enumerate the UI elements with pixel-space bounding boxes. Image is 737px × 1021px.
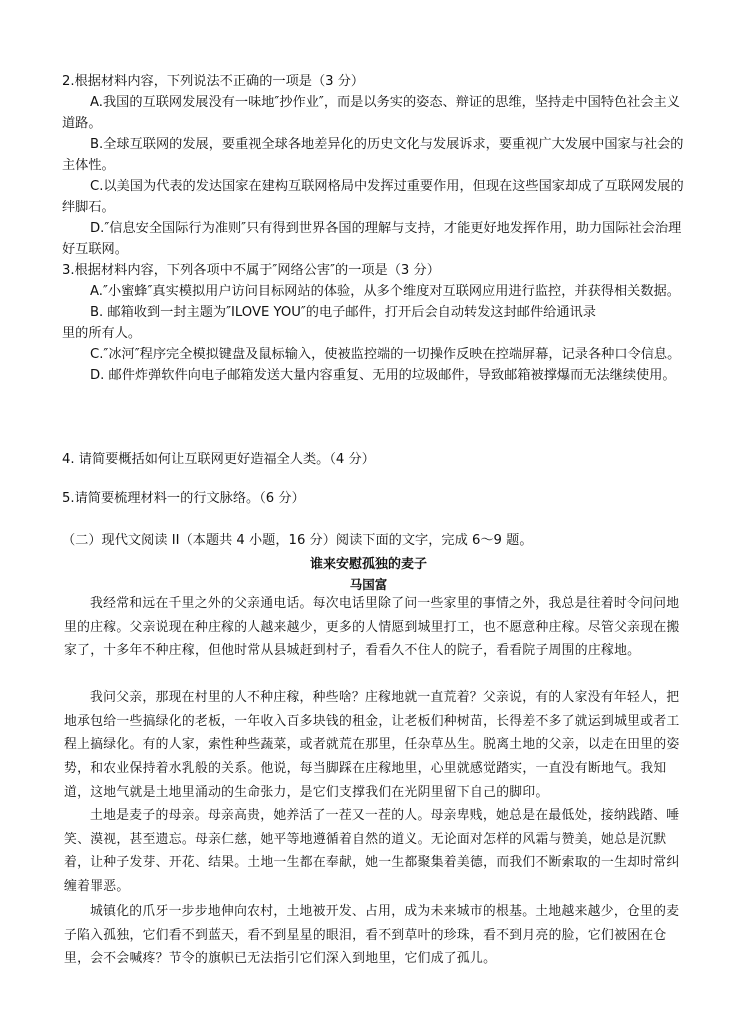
question-2-option-b: B.全球互联网的发展，要重视全球各地差异化的历史文化与发展诉求，要重视广大发展中国家与社会的主体性。 xyxy=(62,137,684,173)
question-2-stem: 2.根据材料内容，下列说法不正确的一项是（3 分） xyxy=(62,74,365,89)
question-2-option-a: A.我国的互联网发展没有一味地″抄作业″，而是以务实的姿态、辩证的思维，坚持走中国特色社会主义道路。 xyxy=(62,95,680,131)
article-paragraph: 土地是麦子的母亲。母亲高贵，她养活了一茬又一茬的人。母亲卑贱，她总是在最低处，接纳践踏、唾笑、漠视，甚至遗忘。母亲仁慈，她平等地遵循着自然的道义。无论面对怎样的风霜与赞美，她总是沉默着，让种子发芽、开花、结果。土地一生都在奉献，她一生都聚集着美德，而我们不断索取的一生却时常纠缠着罪恶。 xyxy=(64,808,680,895)
question-3-option-b: B. 邮箱收到一封主题为″ILOVE YOU″的电子邮件，打开后会自动转发这封邮件给通讯录 xyxy=(90,305,596,320)
question-3 xyxy=(62,260,687,386)
article-paragraph: 我经常和远在千里之外的父亲通电话。每次电话里除了问一些家里的事情之外，我总是往着时令问问地里的庄稼。父亲说现在种庄稼的人越来越少，更多的人情愿到城里打工，也不愿意种庄稼。尽管父亲现在搬家了，十多年不种庄稼，但他时常从县城赶到村子，看看久不住人的院子，看看院子周围的庄稼地。 xyxy=(64,596,680,659)
question-3-option-a: A.″小蜜蜂″真实模拟用户访问目标网站的体验，从多个维度对互联网应用进行监控，并获得相关数据。 xyxy=(90,284,680,299)
article-author: 马国富 xyxy=(349,577,388,592)
section-heading: （二）现代文阅读 II（本题共 4 小题，16 分）阅读下面的文字，完成 6～9 题。 xyxy=(62,533,533,548)
question-2-option-c: C.以美国为代表的发达国家在建构互联网格局中发挥过重要作用，但现在这些国家却成了互联网发展的绊脚石。 xyxy=(62,179,684,215)
question-2-option-d: D.″信息安全国际行为准则″只有得到世界各国的理解与支持，才能更好地发挥作用，助力国际社会治理好互联网。 xyxy=(62,221,682,257)
question-5: 5.请简要梳理材料一的行文脉络。（6 分） xyxy=(62,491,305,506)
question-3-stem: 3.根据材料内容，下列各项中不属于″网络公害″的一项是（3 分） xyxy=(62,263,440,278)
article-title: 谁来安慰孤独的麦子 xyxy=(309,557,427,572)
question-3-option-c: C.″冰河″程序完全模拟键盘及鼠标输入，使被监控端的一切操作反映在控端屏幕，记录各种口令信息。 xyxy=(90,347,681,362)
article-paragraph: 城镇化的爪牙一步步地伸向农村，土地被开发、占用，成为未来城市的根基。土地越来越少，仓里的麦子陷入孤独，它们看不到蓝天，看不到星星的眼泪，看不到草叶的珍珠，看不到月亮的脸，它们被困在仓里，会不会喊疼？节令的旗帜已无法指引它们深入到地里，它们成了孤儿。 xyxy=(64,904,680,967)
question-4: 4. 请简要概括如何让互联网更好造福全人类。（4 分） xyxy=(62,452,375,467)
article-paragraph: 我问父亲，那现在村里的人不种庄稼，种些啥？庄稼地就一直荒着？父亲说，有的人家没有年轻人，把地承包给一些搞绿化的老板，一年收入百多块钱的租金，让老板们种树苗，长得差不多了就运到城里或者工程上搞绿化。有的人家，索性种些蔬菜，或者就荒在那里，任杂草丛生。脱离土地的父亲，以走在田里的姿势，和农业保持着水乳般的关系。他说，每当脚踩在庄稼地里，心里就感觉踏实，一直没有断地气。我知道，这地气就是土地里涌动的生命张力，是它们支撑我们在光阴里留下自己的脚印。 xyxy=(64,690,680,800)
question-2 xyxy=(62,71,687,260)
question-3-option-b-continued: 里的所有人。 xyxy=(62,326,142,341)
question-3-option-d: D. 邮件炸弹软件向电子邮箱发送大量内容重复、无用的垃圾邮件，导致邮箱被撑爆而无法继续使用。 xyxy=(90,368,676,383)
